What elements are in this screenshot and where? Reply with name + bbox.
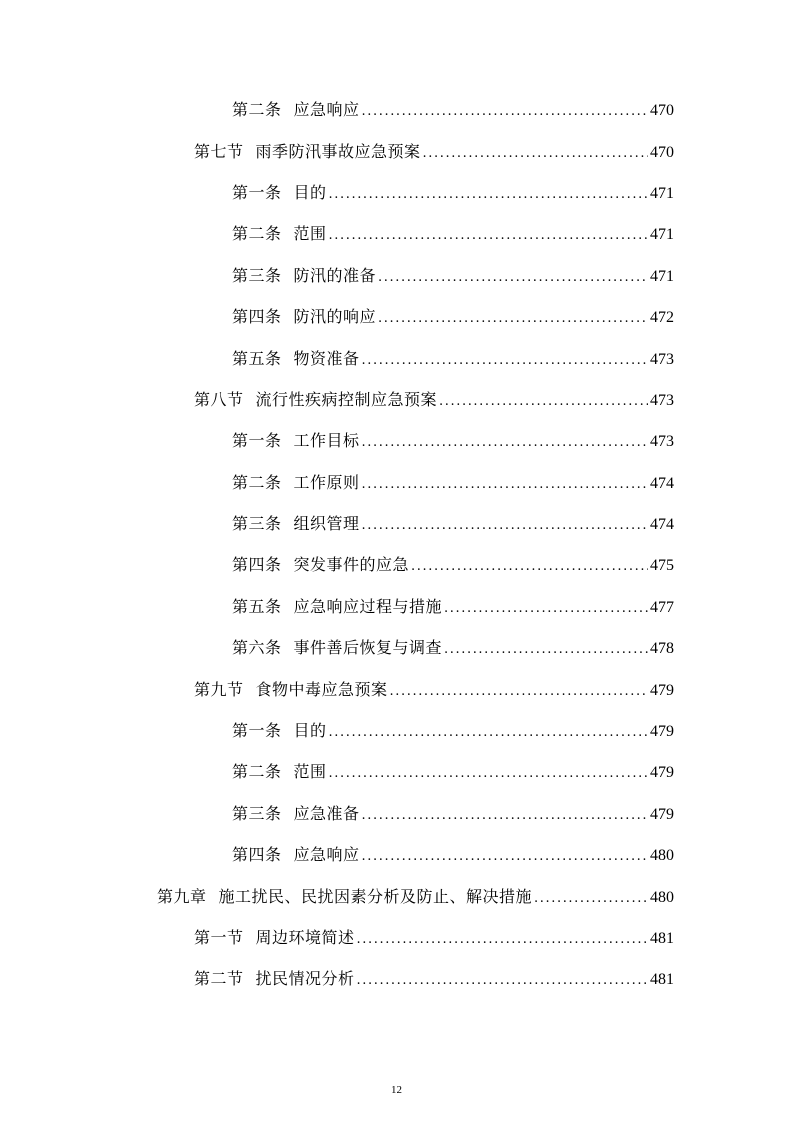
toc-entry-page-number: 473 — [650, 350, 674, 368]
toc-entry-title: 雨季防汛事故应急预案 — [255, 141, 421, 161]
toc-entry-content — [232, 263, 674, 286]
toc-dot-leader — [362, 435, 648, 450]
toc-dot-leader — [362, 353, 648, 368]
toc-dot-leader — [378, 270, 648, 285]
toc-section-entry[interactable] — [0, 378, 793, 419]
toc-entry-title: 应急响应过程与措施 — [293, 596, 443, 616]
toc-article-entry[interactable] — [0, 585, 793, 626]
toc-entry-content — [232, 842, 674, 865]
toc-entry-content — [232, 304, 674, 327]
toc-entry-title: 工作目标 — [293, 431, 360, 451]
toc-section-entry[interactable] — [0, 129, 793, 170]
toc-section-entry[interactable] — [0, 957, 793, 998]
toc-entry-content — [232, 718, 674, 741]
toc-entry-title: 目的 — [293, 182, 327, 202]
toc-article-entry[interactable] — [0, 461, 793, 502]
toc-entry-content — [157, 884, 674, 907]
toc-entry-title: 食物中毒应急预案 — [255, 679, 388, 699]
toc-entry-page-number: 477 — [650, 598, 674, 616]
toc-entry-title: 事件善后恢复与调查 — [293, 638, 443, 658]
toc-entry-title: 物资准备 — [293, 348, 360, 368]
toc-entry-content — [232, 801, 674, 824]
toc-entry-number: 第九节 — [194, 679, 244, 699]
toc-entry-title: 工作原则 — [293, 472, 360, 492]
toc-entry-content — [232, 594, 674, 617]
toc-entry-content — [232, 221, 674, 244]
toc-dot-leader — [329, 725, 648, 740]
toc-entry-content — [232, 635, 674, 658]
toc-dot-leader — [534, 891, 648, 906]
toc-dot-leader — [439, 394, 648, 409]
toc-dot-leader — [357, 973, 648, 988]
toc-article-entry[interactable] — [0, 212, 793, 253]
toc-article-entry[interactable] — [0, 295, 793, 336]
toc-entry-title: 周边环境简述 — [255, 928, 355, 947]
toc-entry-title: 应急响应 — [293, 845, 360, 865]
toc-dot-leader — [444, 601, 648, 616]
toc-section-entry[interactable] — [0, 916, 793, 957]
toc-article-entry[interactable] — [0, 502, 793, 543]
toc-dot-leader — [362, 104, 648, 119]
toc-dot-leader — [444, 642, 648, 657]
toc-dot-leader — [378, 311, 648, 326]
toc-entry-number: 第四条 — [232, 845, 282, 865]
toc-entry-page-number: 474 — [650, 516, 674, 534]
toc-entry-page-number: 470 — [650, 102, 674, 120]
toc-entry-page-number: 471 — [650, 226, 674, 244]
toc-entry-number: 第一条 — [232, 182, 282, 202]
toc-entry-page-number: 479 — [650, 805, 674, 823]
toc-entry-content — [232, 180, 674, 203]
toc-entry-title: 范围 — [293, 224, 327, 244]
toc-entry-content — [232, 470, 674, 493]
toc-entry-page-number: 478 — [650, 640, 674, 658]
toc-entry-content — [194, 925, 674, 948]
toc-entry-page-number: 471 — [650, 267, 674, 285]
toc-article-entry[interactable] — [0, 419, 793, 460]
toc-entry-number: 第四条 — [232, 555, 282, 575]
toc-dot-leader — [390, 684, 648, 699]
toc-entry-number: 第二条 — [232, 762, 282, 782]
toc-entry-number: 第五条 — [232, 596, 282, 616]
toc-article-entry[interactable] — [0, 171, 793, 212]
toc-entry-title: 流行性疾病控制应急预案 — [255, 389, 438, 409]
toc-entry-number: 第三条 — [232, 514, 282, 534]
toc-chapter-entry[interactable] — [0, 874, 793, 915]
toc-entry-number: 第三条 — [232, 803, 282, 823]
toc-entry-number: 第二节 — [194, 969, 244, 989]
toc-dot-leader — [423, 146, 648, 161]
toc-dot-leader — [362, 518, 648, 533]
toc-entry-page-number: 481 — [650, 971, 674, 989]
toc-section-entry[interactable] — [0, 667, 793, 708]
toc-entry-content — [194, 677, 674, 700]
toc-entry-page-number: 481 — [650, 930, 674, 947]
toc-entry-title: 范围 — [293, 762, 327, 782]
toc-entry-content — [232, 97, 674, 120]
toc-dot-leader — [362, 808, 648, 823]
toc-entry-title: 扰民情况分析 — [255, 969, 355, 989]
toc-article-entry[interactable] — [0, 543, 793, 584]
toc-entry-number: 第二条 — [232, 472, 282, 492]
toc-entry-page-number: 475 — [650, 557, 674, 575]
toc-entry-title: 组织管理 — [293, 514, 360, 534]
toc-entry-number: 第一条 — [232, 431, 282, 451]
toc-entry-page-number: 470 — [650, 143, 674, 161]
toc-entry-number: 第二条 — [232, 100, 282, 120]
toc-entry-page-number: 471 — [650, 184, 674, 202]
toc-entry-title: 应急准备 — [293, 803, 360, 823]
toc-entry-page-number: 479 — [650, 723, 674, 741]
toc-entry-number: 第八节 — [194, 389, 244, 409]
toc-entry-page-number: 479 — [650, 681, 674, 699]
toc-entry-number: 第六条 — [232, 638, 282, 658]
toc-entry-title: 防汛的准备 — [293, 265, 377, 285]
toc-entry-title: 防汛的响应 — [293, 307, 377, 327]
toc-entry-page-number: 474 — [650, 474, 674, 492]
toc-entry-number: 第三条 — [232, 265, 282, 285]
toc-entry-content — [232, 428, 674, 451]
toc-dot-leader — [362, 477, 648, 492]
toc-entry-page-number: 479 — [650, 764, 674, 782]
toc-entry-content — [194, 387, 674, 410]
toc-entry-content — [232, 759, 674, 782]
toc-dot-leader — [329, 187, 648, 202]
toc-entry-page-number: 480 — [650, 847, 674, 865]
toc-entry-content — [232, 346, 674, 369]
toc-article-entry[interactable] — [0, 833, 793, 874]
toc-entry-title: 应急响应 — [293, 100, 360, 120]
toc-dot-leader — [411, 559, 648, 574]
toc-entry-number: 第九章 — [157, 886, 207, 906]
toc-entry-page-number: 480 — [650, 888, 674, 906]
toc-entry-content — [194, 966, 674, 989]
table-of-contents — [0, 88, 793, 999]
toc-entry-number: 第四条 — [232, 307, 282, 327]
toc-entry-number: 第一条 — [232, 721, 282, 741]
toc-entry-number: 第一节 — [194, 928, 244, 947]
toc-entry-page-number: 473 — [650, 433, 674, 451]
toc-article-entry[interactable] — [0, 750, 793, 791]
toc-entry-content — [232, 511, 674, 534]
toc-article-entry[interactable] — [0, 254, 793, 295]
toc-dot-leader — [362, 849, 648, 864]
toc-article-entry[interactable] — [0, 626, 793, 667]
toc-entry-number: 第二条 — [232, 224, 282, 244]
toc-entry-title: 施工扰民、民扰因素分析及防止、解决措施 — [218, 886, 533, 906]
toc-article-entry[interactable] — [0, 88, 793, 129]
toc-entry-number: 第五条 — [232, 348, 282, 368]
toc-dot-leader — [329, 766, 648, 781]
toc-dot-leader — [329, 228, 648, 243]
toc-entry-title: 突发事件的应急 — [293, 555, 410, 575]
toc-entry-number: 第七节 — [194, 141, 244, 161]
toc-article-entry[interactable] — [0, 792, 793, 833]
toc-entry-title: 目的 — [293, 721, 327, 741]
toc-article-entry[interactable] — [0, 709, 793, 750]
toc-entry-page-number: 473 — [650, 391, 674, 409]
page-number: 12 — [391, 1084, 402, 1096]
toc-article-entry[interactable] — [0, 336, 793, 377]
toc-entry-page-number: 472 — [650, 309, 674, 327]
toc-entry-content — [232, 552, 674, 575]
toc-entry-content — [194, 139, 674, 162]
toc-dot-leader — [357, 932, 648, 947]
